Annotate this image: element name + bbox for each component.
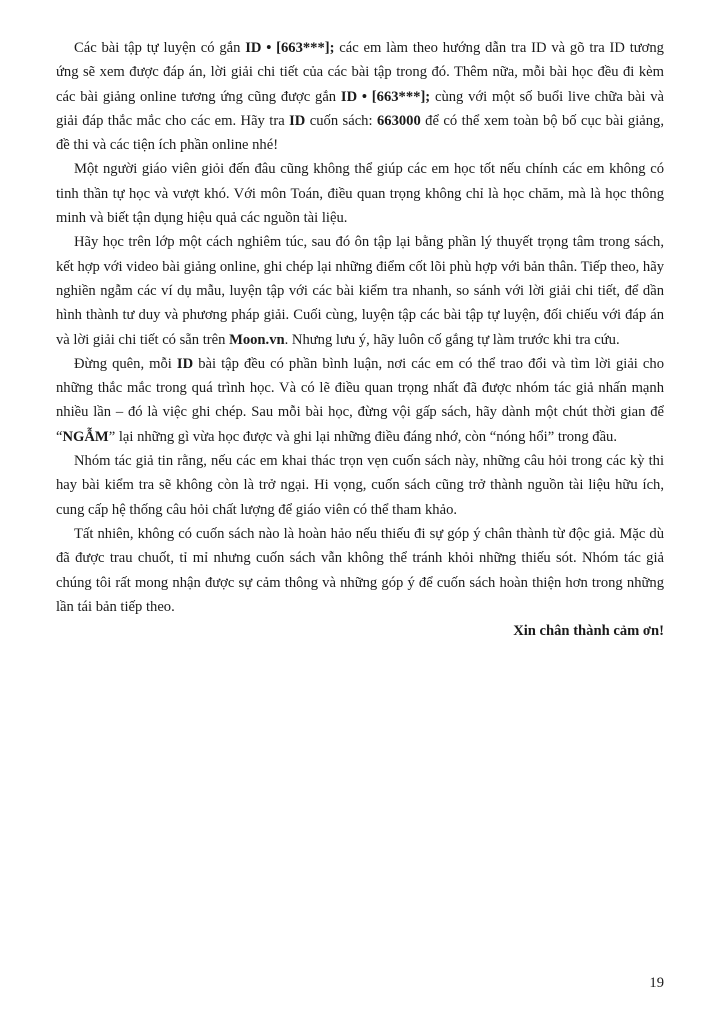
- page-number: 19: [649, 975, 664, 991]
- body-paragraph: [56, 157, 664, 230]
- text-segment: cuốn sách:: [305, 112, 377, 129]
- text-segment: Đừng quên, mỗi: [74, 355, 177, 372]
- body-paragraph: [56, 522, 664, 619]
- body-paragraph: [56, 449, 664, 522]
- text-segment: cùng với một số buổi live chữa bài và giải đáp thắc mắc cho các em. Hãy tra: [56, 88, 664, 129]
- bold-text-segment: NGẪM: [62, 428, 109, 445]
- body-paragraph: [56, 36, 664, 157]
- text-segment: ” lại những gì vừa học được và ghi lại những điều đáng nhớ, còn “nóng hổi” trong đầu.: [108, 428, 617, 445]
- text-segment: Hãy học trên lớp một cách nghiêm túc, sau đó ôn tập lại bằng phần lý thuyết trọng tâm trong sách, kết hợp với video bài giảng online, ghi chép lại những điểm cốt lõi phù hợp với bản thân. Tiếp theo, hãy nghiền ngẫm các ví dụ mẫu, luyện tập với các bài kiểm tra nhanh, so sánh với lời giải chi tiết, để dần hình thành tư duy và phương pháp giải. Cuối cùng, luyện tập các bài tập tự luyện, đối chiếu với đáp án và lời giải chi tiết có sẵn trên: [56, 234, 664, 348]
- text-segment: Các bài tập tự luyện có gắn: [74, 40, 246, 56]
- text-segment: . Nhưng lưu ý, hãy luôn cố gắng tự làm trước khi tra cứu.: [284, 331, 620, 348]
- text-segment: Nhóm tác giả tin rằng, nếu các em khai thác trọn vẹn cuốn sách này, những câu hỏi trong các kỳ thi hay bài kiểm tra sẽ không còn là trở ngại. Hi vọng, cuốn sách cũng trở thành nguồn tài liệu hữu ích, cung cấp hệ thống câu hỏi chất lượng để giáo viên có thể tham khảo.: [56, 453, 664, 518]
- bold-text-segment: ID: [289, 112, 306, 129]
- text-segment: bài tập đều có phần bình luận, nơi các em có thể trao đổi và tìm lời giải cho những thắc mắc trong quá trình học. Và có lẽ điều quan trọng nhất đã được nhóm tác giả nhấn mạnh nhiều lần – đó là việc ghi chép. Sau mỗi bài học, đừng vội gấp sách, hãy dành một chút thời gian để “: [56, 355, 664, 445]
- bold-text-segment: ID • [663***];: [245, 40, 335, 56]
- body-paragraph: [56, 230, 664, 351]
- text-segment: Một người giáo viên giỏi đến đâu cũng không thể giúp các em học tốt nếu chính các em không có tinh thần tự học và vượt khó. Với môn Toán, điều quan trọng không chỉ là học chăm, mà là học thông minh và biết tận dụng hiệu quả các nguồn tài liệu.: [56, 161, 664, 227]
- document-body: [56, 36, 664, 643]
- text-segment: các em làm theo hướng dẫn tra ID và gõ tra ID tương ứng sẽ xem được đáp án, lời giải chi tiết của các bài tập trong đó. Thêm nữa, mỗi bài học đều đi kèm các bài giảng online tương ứng cũng được gắn: [56, 40, 664, 105]
- closing-line: Xin chân thành cảm ơn!: [513, 623, 664, 640]
- bold-text-segment: ID • [663***];: [340, 88, 431, 105]
- bold-text-segment: Moon.vn: [229, 331, 285, 348]
- paragraph-list: [56, 36, 664, 619]
- text-segment: Tất nhiên, không có cuốn sách nào là hoàn hảo nếu thiếu đi sự góp ý chân thành từ độc giả. Mặc dù đã được trau chuốt, tỉ mỉ nhưng cuốn sách vẫn không thể tránh khỏi những thiếu sót. Nhóm tác giả chúng tôi rất mong nhận được sự cảm thông và những góp ý để cuốn sách hoàn thiện hơn trong những lần tái bản tiếp theo.: [56, 525, 664, 615]
- text-segment: để có thể xem toàn bộ bố cục bài giảng, đề thi và các tiện ích phần online nhé!: [56, 112, 664, 154]
- body-paragraph: [56, 352, 664, 449]
- bold-text-segment: ID: [176, 355, 194, 372]
- bold-text-segment: 663000: [376, 112, 421, 129]
